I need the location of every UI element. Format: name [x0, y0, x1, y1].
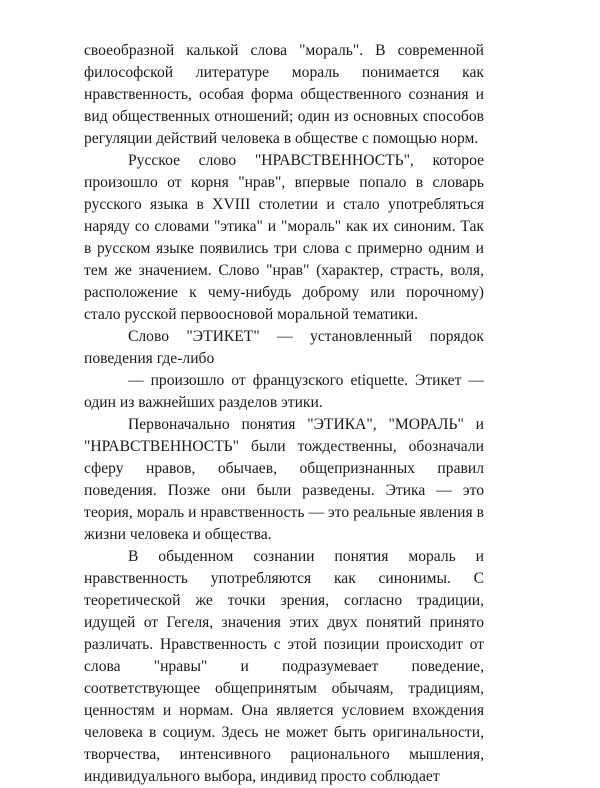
document-page [84, 40, 484, 788]
paragraph-everyday-consciousness: В обыденном сознании понятия мораль и нравственность употребляются как синонимы. С теоретической же точки зрения, согласно традиции, идущей от Гегеля, значения этих двух понятий принято различать. Нравственность с этой позиции происходит от слова "нравы" и подразумевает поведение, соответствующее общепринятым обычаям, традициям, ценностям и нормам. Она является условием вхождения человека в социум. Здесь не может быть оригинальности, творчества, интенсивного рационального мышления, индивидуального выбора, индивид просто соблюдает [84, 548, 484, 785]
paragraph-continuation: своеобразной калькой слова "мораль". В современной философской литературе мораль понимается как нравственность, особая форма общественного сознания и вид общественных отношений; один из основных способов регуляции действий человека в обществе с помощью норм. [84, 42, 484, 147]
paragraph-nravstvennost-word: Русское слово "НРАВСТВЕННОСТЬ", которое произошло от корня "нрав", впервые попало в словарь русского языка в XVIII столетии и стало употребляться наряду со словами "этика" и "мораль" как их синоним. Так в русском языке появились три слова с примерно одним и тем же значением. Слово "нрав" (характер, страсть, воля, расположение к чему-нибудь доброму или порочному) стало русской первоосновой моральной тематики. [84, 152, 484, 323]
paragraph-etiket-definition: Слово "ЭТИКЕТ" — установленный порядок поведения где-либо [84, 328, 484, 367]
paragraph-terms-identical: Первоначально понятия "ЭТИКА", "МОРАЛЬ" и "НРАВСТВЕННОСТЬ" были тождественны, обозначали сферу нравов, обычаев, общепризнанных правил поведения. Позже они были разведены. Этика — это теория, мораль и нравственность — это реальные явления в жизни человека и общества. [84, 416, 484, 543]
paragraph-etiket-origin: — произошло от французского etiquette. Этикет — один из важнейших разделов этики. [84, 372, 484, 411]
